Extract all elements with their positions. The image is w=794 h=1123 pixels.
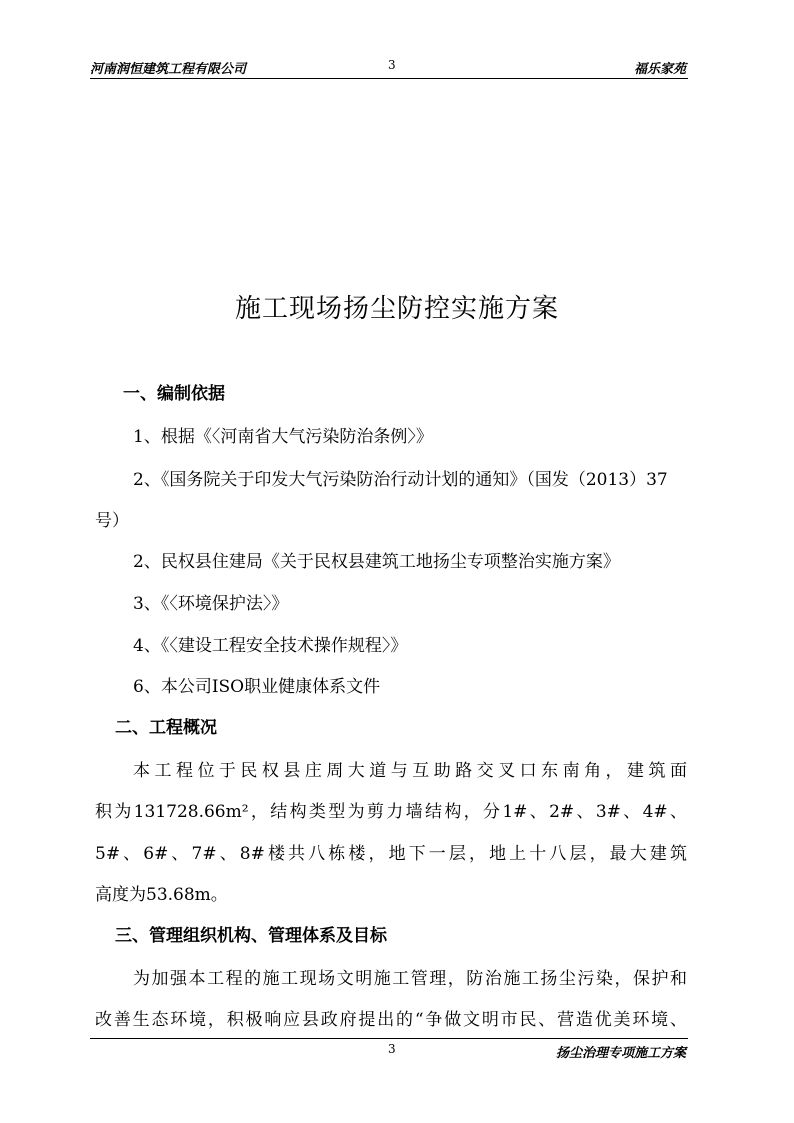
basis-item-2-continued: 号） bbox=[95, 511, 129, 531]
overview-line-1: 本工程位于民权县庄周大道与互助路交叉口东南角，建筑面 bbox=[133, 761, 687, 781]
basis-item-6: 6、本公司ISO职业健康体系文件 bbox=[133, 677, 381, 697]
overview-line-4: 高度为53.68m。 bbox=[95, 885, 228, 905]
overview-line-3: 5#、6#、7#、8#楼共八栋楼，地下一层，地上十八层，最大建筑 bbox=[95, 844, 687, 864]
overview-line-2: 积为131728.66m²，结构类型为剪力墙结构，分1#、2#、3#、4#、 bbox=[95, 802, 687, 822]
basis-item-3: 2、民权县住建局《关于民权县建筑工地扬尘专项整治实施方案》 bbox=[133, 552, 620, 572]
header-company: 河南润恒建筑工程有限公司 bbox=[90, 62, 247, 77]
footer-page-number: 3 bbox=[388, 1042, 396, 1056]
header-page-number: 3 bbox=[388, 58, 396, 72]
basis-item-2: 2、《国务院关于印发大气污染防治行动计划的通知》（国发（2013）37 bbox=[133, 470, 668, 490]
management-line-1: 为加强本工程的施工现场文明施工管理，防治施工扬尘污染，保护和 bbox=[133, 969, 687, 989]
page-footer bbox=[90, 1038, 688, 1059]
management-line-2: 改善生态环境，积极响应县政府提出的“争做文明市民、营造优美环境、 bbox=[95, 1010, 687, 1030]
section-2-heading: 二、工程概况 bbox=[115, 718, 217, 738]
document-title: 施工现场扬尘防控实施方案 bbox=[234, 294, 559, 324]
basis-item-1: 1、根据《〈河南省大气污染防治条例〉》 bbox=[133, 427, 433, 447]
basis-item-5: 4、《〈建设工程安全技术操作规程〉》 bbox=[133, 636, 408, 656]
basis-item-4: 3、《〈环境保护法〉》 bbox=[133, 594, 289, 614]
footer-doc-name: 扬尘治理专项施工方案 bbox=[555, 1046, 686, 1061]
section-3-heading: 三、管理组织机构、管理体系及目标 bbox=[115, 926, 387, 946]
section-1-heading: 一、编制依据 bbox=[123, 384, 225, 404]
header-project: 福乐家苑 bbox=[633, 62, 686, 77]
page-header bbox=[90, 56, 688, 79]
